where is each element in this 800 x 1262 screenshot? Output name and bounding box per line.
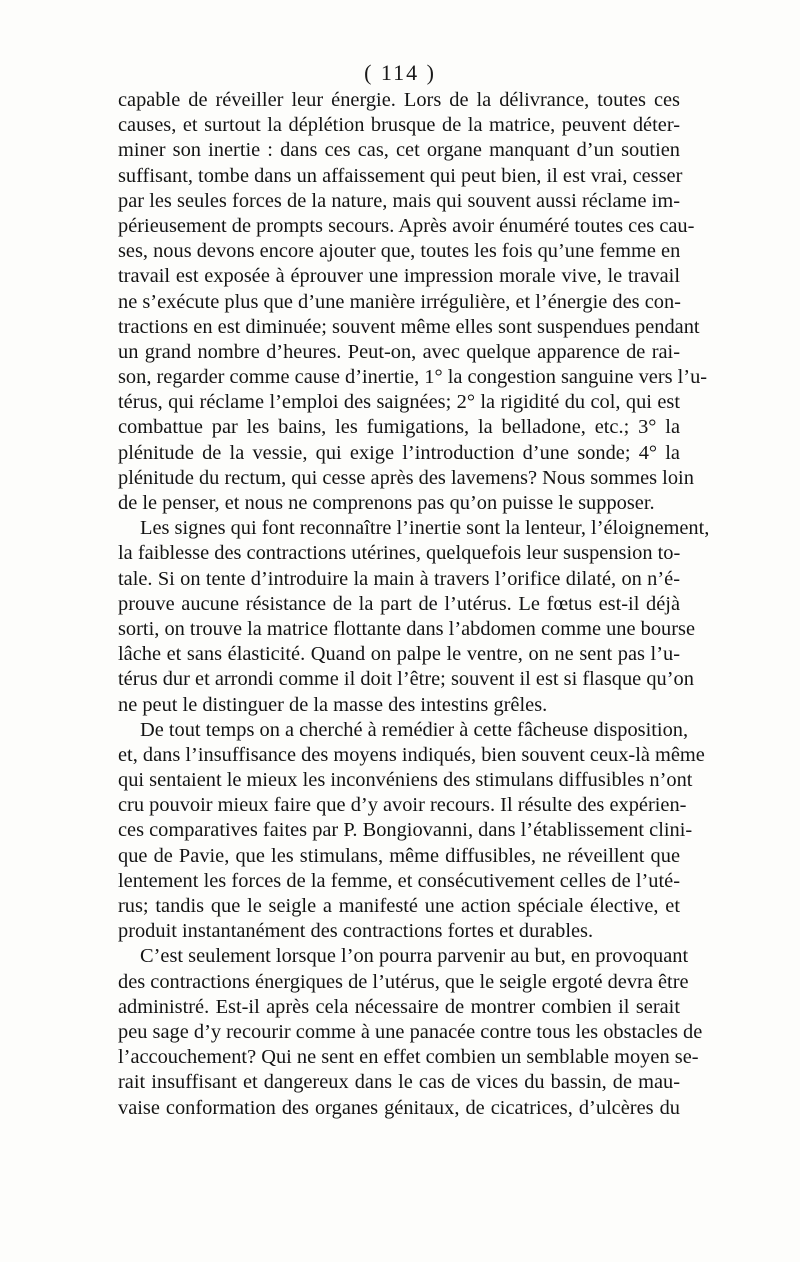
text-line: produit instantanément des contractions fortes et durables. xyxy=(118,920,594,943)
text-line: peu sage d’y recourir comme à une panacée contre tous les obstacles de xyxy=(118,1020,703,1043)
text-line: tale. Si on tente d’introduire la main à travers l’orifice dilaté, on n’é- xyxy=(118,567,680,590)
text-line: tractions en est diminuée; souvent même elles sont suspendues pendant xyxy=(118,315,700,338)
text-line: De tout temps on a cherché à remédier à cette fâcheuse disposition, xyxy=(140,718,689,741)
text-line: travail est exposée à éprouver une impression morale vive, le travail xyxy=(118,265,680,288)
text-line: administré. Est-il après cela nécessaire de montrer combien il serait xyxy=(118,995,680,1018)
text-line: lentement les forces de la femme, et consécutivement celles de l’uté- xyxy=(118,869,680,892)
text-line: plénitude du rectum, qui cesse après des lavemens? Nous sommes loin xyxy=(118,466,694,489)
text-line: miner son inertie : dans ces cas, cet organe manquant d’un soutien xyxy=(118,139,680,162)
paragraph xyxy=(118,88,708,516)
text-line: que de Pavie, que les stimulans, même diffusibles, ne réveillent que xyxy=(118,844,680,867)
text-line: suffisant, tombe dans un affaissement qui peut bien, il est vrai, cesser xyxy=(118,164,683,187)
text-line: plénitude de la vessie, qui exige l’introduction d’une sonde; 4° la xyxy=(118,441,680,464)
text-line: un grand nombre d’heures. Peut-on, avec quelque apparence de rai- xyxy=(118,340,680,363)
body-text xyxy=(118,88,710,1121)
text-line: la faiblesse des contractions utérines, quelquefois leur suspension to- xyxy=(118,542,681,565)
text-line: et, dans l’insuffisance des moyens indiqués, bien souvent ceux-là même xyxy=(118,743,705,766)
text-line: rait insuffisant et dangereux dans le cas de vices du bassin, de mau- xyxy=(118,1071,680,1094)
text-line: C’est seulement lorsque l’on pourra parvenir au but, en provoquant xyxy=(140,945,689,968)
text-line: vaise conformation des organes génitaux, de cicatrices, d’ulcères du xyxy=(118,1096,680,1119)
text-line: ces comparatives faites par P. Bongiovanni, dans l’établissement clini- xyxy=(118,819,693,842)
text-line: par les seules forces de la nature, mais qui souvent aussi réclame im- xyxy=(118,189,680,212)
paragraph xyxy=(118,944,703,1120)
paragraph xyxy=(118,516,710,718)
text-line: ne peut le distinguer de la masse des intestins grêles. xyxy=(118,693,548,716)
text-line: capable de réveiller leur énergie. Lors de la délivrance, toutes ces xyxy=(118,89,680,111)
text-line: qui sentaient le mieux les inconvéniens des stimulans diffusibles n’ont xyxy=(118,769,693,792)
text-line: térus dur et arrondi comme il doit l’être; souvent il est si flasque qu’on xyxy=(118,668,694,691)
text-line: son, regarder comme cause d’inertie, 1° la congestion sanguine vers l’u- xyxy=(118,366,708,389)
page-number: ( 114 ) xyxy=(364,60,436,85)
text-line: causes, et surtout la déplétion brusque de la matrice, peuvent déter- xyxy=(118,114,680,137)
text-line: des contractions énergiques de l’utérus, que le seigle ergoté devra être xyxy=(118,970,689,993)
text-line: ne s’exécute plus que d’une manière irrégulière, et l’énergie des con- xyxy=(118,290,681,313)
text-line: de le penser, et nous ne comprenons pas qu’on puisse le supposer. xyxy=(118,492,655,514)
text-line: Les signes qui font reconnaître l’inertie sont la lenteur, l’éloignement, xyxy=(140,517,710,540)
text-line: combattue par les bains, les fumigations, la belladone, etc.; 3° la xyxy=(118,416,680,439)
text-line: l’accouchement? Qui ne sent en effet combien un semblable moyen se- xyxy=(118,1046,699,1069)
text-line: périeusement de prompts secours. Après avoir énuméré toutes ces cau- xyxy=(118,214,695,237)
text-line: sorti, on trouve la matrice flottante dans l’abdomen comme une bourse xyxy=(118,617,695,640)
text-line: prouve aucune résistance de la part de l’utérus. Le fœtus est-il déjà xyxy=(118,592,680,615)
text-line: rus; tandis que le seigle a manifesté une action spéciale élective, et xyxy=(118,895,680,917)
text-line: térus, qui réclame l’emploi des saignées; 2° la rigidité du col, qui est xyxy=(118,391,680,414)
text-line: ses, nous devons encore ajouter que, toutes les fois qu’une femme en xyxy=(118,240,681,263)
text-line: cru pouvoir mieux faire que d’y avoir recours. Il résulte des expérien- xyxy=(118,794,687,817)
text-line: lâche et sans élasticité. Quand on palpe le ventre, on ne sent pas l’u- xyxy=(118,643,680,666)
paragraph xyxy=(118,718,705,945)
